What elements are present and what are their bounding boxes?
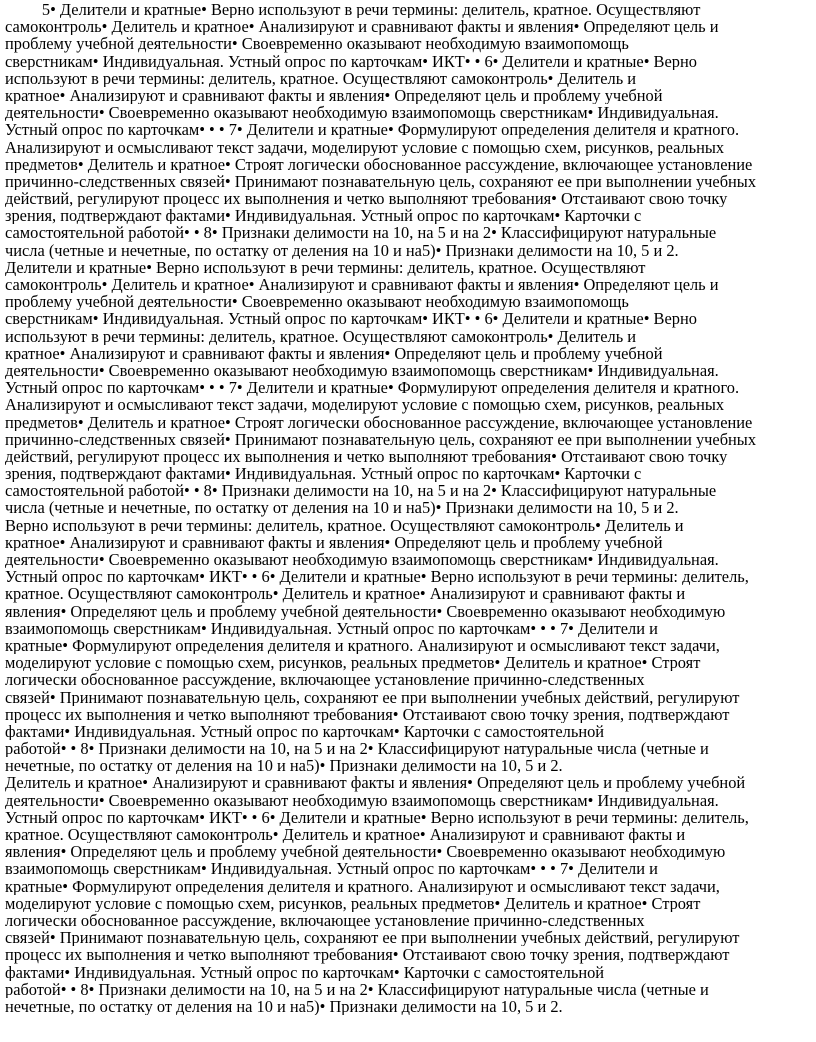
text-line: числа (четные и нечетные, по остатку от деления на 10 и на5)• Признаки делимости на 10, 5 и 2.: [5, 499, 679, 517]
text-line: причинно-следственных связей• Принимают познавательную цель, сохраняют ее при выполнении учебных: [5, 172, 757, 191]
text-line: явления• Определяют цель и проблему учебной деятельности• Своевременно оказывают необходимую: [5, 602, 726, 620]
text-line: деятельности• Своевременно оказывают необходимую взаимопомощь сверстникам• Индивидуальная.: [5, 791, 719, 809]
text-line: зрения, подтверждают фактами• Индивидуальная. Устный опрос по карточкам• Карточки с: [5, 207, 642, 225]
text-line: связей• Принимают познавательную цель, сохраняют ее при выполнении учебных действий, регулируют: [5, 929, 740, 947]
text-line: предметов• Делитель и кратное• Строят логически обоснованное рассуждение, включающее установление: [5, 155, 753, 173]
text-line: зрения, подтверждают фактами• Индивидуальная. Устный опрос по карточкам• Карточки с: [5, 465, 642, 483]
text-line: Анализируют и осмысливают текст задачи, моделируют условие с помощью схем, рисунков, реальных: [5, 396, 725, 414]
text-line: действий, регулируют процесс их выполнения и четко выполняют требования• Отстаивают свою точку: [5, 190, 728, 208]
text-line: самостоятельной работой• • 8• Признаки делимости на 10, на 5 и на 2• Классифицируют натуральные: [5, 224, 717, 242]
text-line: Устный опрос по карточкам• • • 7• Делители и кратные• Формулируют определения делителя и кратного.: [5, 121, 740, 139]
text-line: деятельности• Своевременно оказывают необходимую взаимопомощь сверстникам• Индивидуальная.: [5, 104, 719, 122]
text-line: самостоятельной работой• • 8• Признаки делимости на 10, на 5 и на 2• Классифицируют натуральные: [5, 482, 717, 500]
text-line: деятельности• Своевременно оказывают необходимую взаимопомощь сверстникам• Индивидуальная.: [5, 361, 719, 380]
text-line: логически обоснованное рассуждение, включающее установление причинно-следственных: [5, 911, 645, 930]
text-line: Устный опрос по карточкам• ИКТ• • 6• Делители и кратные• Верно используют в речи термины: делитель,: [5, 808, 749, 826]
text-line: проблему учебной деятельности• Своевременно оказывают необходимую взаимопомощь: [5, 35, 629, 53]
text-line: Устный опрос по карточкам• ИКТ• • 6• Делители и кратные• Верно используют в речи термины: делитель,: [5, 568, 749, 586]
text-line: Верно используют в речи термины: делитель, кратное. Осуществляют самоконтроль• Делитель и: [5, 516, 684, 534]
text-line: сверстникам• Индивидуальная. Устный опрос по карточкам• ИКТ• • 6• Делители и кратные• Верно: [5, 52, 697, 70]
text-line: проблему учебной деятельности• Своевременно оказывают необходимую взаимопомощь: [5, 293, 629, 311]
text-line: самоконтроль• Делитель и кратное• Анализируют и сравнивают факты и явления• Определяют цель и: [5, 18, 719, 36]
text-line: кратное• Анализируют и сравнивают факты и явления• Определяют цель и проблему учебной: [5, 344, 663, 362]
text-line: моделируют условие с помощью схем, рисунков, реальных предметов• Делитель и кратное• Строят: [5, 654, 701, 672]
text-line: самоконтроль• Делитель и кратное• Анализируют и сравнивают факты и явления• Определяют цель и: [5, 276, 719, 294]
text-line: используют в речи термины: делитель, кратное. Осуществляют самоконтроль• Делитель и: [5, 69, 637, 87]
text-line: взаимопомощь сверстникам• Индивидуальная. Устный опрос по карточкам• • • 7• Делители и: [5, 860, 658, 878]
text-line: сверстникам• Индивидуальная. Устный опрос по карточкам• ИКТ• • 6• Делители и кратные• Верно: [5, 310, 697, 328]
text-line: кратное. Осуществляют самоконтроль• Делитель и кратное• Анализируют и сравнивают факты и: [5, 585, 686, 603]
text-line: процесс их выполнения и четко выполняют требования• Отстаивают свою точку зрения, подтверждают: [5, 946, 730, 964]
text-line: Анализируют и осмысливают текст задачи, моделируют условие с помощью схем, рисунков, реальных: [5, 138, 725, 156]
text-line: логически обоснованное рассуждение, включающее установление причинно-следственных: [5, 671, 645, 689]
text-line: связей• Принимают познавательную цель, сохраняют ее при выполнении учебных действий, регулируют: [5, 688, 740, 706]
text-line: нечетные, по остатку от деления на 10 и на5)• Признаки делимости на 10, 5 и 2.: [5, 997, 563, 1016]
text-line: работой• • 8• Признаки делимости на 10, на 5 и на 2• Классифицируют натуральные числа (четные и: [5, 980, 709, 998]
text-line: явления• Определяют цель и проблему учебной деятельности• Своевременно оказывают необходимую: [5, 843, 726, 861]
text-line: процесс их выполнения и четко выполняют требования• Отстаивают свою точку зрения, подтверждают: [5, 705, 730, 723]
text-line: кратные• Формулируют определения делителя и кратного. Анализируют и осмысливают текст задачи,: [5, 636, 720, 655]
text-line: Делитель и кратное• Анализируют и сравнивают факты и явления• Определяют цель и проблему учебной: [5, 774, 746, 792]
text-line: причинно-следственных связей• Принимают познавательную цель, сохраняют ее при выполнении учебных: [5, 430, 757, 448]
text-line: фактами• Индивидуальная. Устный опрос по карточкам• Карточки с самостоятельной: [5, 963, 605, 981]
text-line: моделируют условие с помощью схем, рисунков, реальных предметов• Делитель и кратное• Строят: [5, 894, 701, 912]
text-line: предметов• Делитель и кратное• Строят логически обоснованное рассуждение, включающее установление: [5, 413, 753, 431]
text-line: числа (четные и нечетные, по остатку от деления на 10 и на5)• Признаки делимости на 10, 5 и 2.: [5, 241, 679, 259]
text-line: используют в речи термины: делитель, кратное. Осуществляют самоконтроль• Делитель и: [5, 327, 637, 345]
text-line: 5• Делители и кратные• Верно используют в речи термины: делитель, кратное. Осуществляют: [5, 1, 701, 19]
text-line: деятельности• Своевременно оказывают необходимую взаимопомощь сверстникам• Индивидуальная.: [5, 551, 719, 569]
text-line: взаимопомощь сверстникам• Индивидуальная. Устный опрос по карточкам• • • 7• Делители и: [5, 619, 658, 637]
text-line: Делители и кратные• Верно используют в речи термины: делитель, кратное. Осуществляют: [5, 258, 646, 276]
text-line: действий, регулируют процесс их выполнения и четко выполняют требования• Отстаивают свою точку: [5, 447, 728, 466]
text-line: фактами• Индивидуальная. Устный опрос по карточкам• Карточки с самостоятельной: [5, 722, 605, 741]
text-line: кратное. Осуществляют самоконтроль• Делитель и кратное• Анализируют и сравнивают факты и: [5, 826, 686, 844]
text-line: Устный опрос по карточкам• • • 7• Делители и кратные• Формулируют определения делителя и кратного.: [5, 379, 740, 397]
text-line: кратное• Анализируют и сравнивают факты и явления• Определяют цель и проблему учебной: [5, 86, 663, 105]
text-line: кратные• Формулируют определения делителя и кратного. Анализируют и осмысливают текст задачи,: [5, 877, 720, 895]
text-line: нечетные, по остатку от деления на 10 и на5)• Признаки делимости на 10, 5 и 2.: [5, 757, 563, 775]
text-line: работой• • 8• Признаки делимости на 10, на 5 и на 2• Классифицируют натуральные числа (четные и: [5, 740, 709, 758]
text-line: кратное• Анализируют и сравнивают факты и явления• Определяют цель и проблему учебной: [5, 533, 663, 551]
